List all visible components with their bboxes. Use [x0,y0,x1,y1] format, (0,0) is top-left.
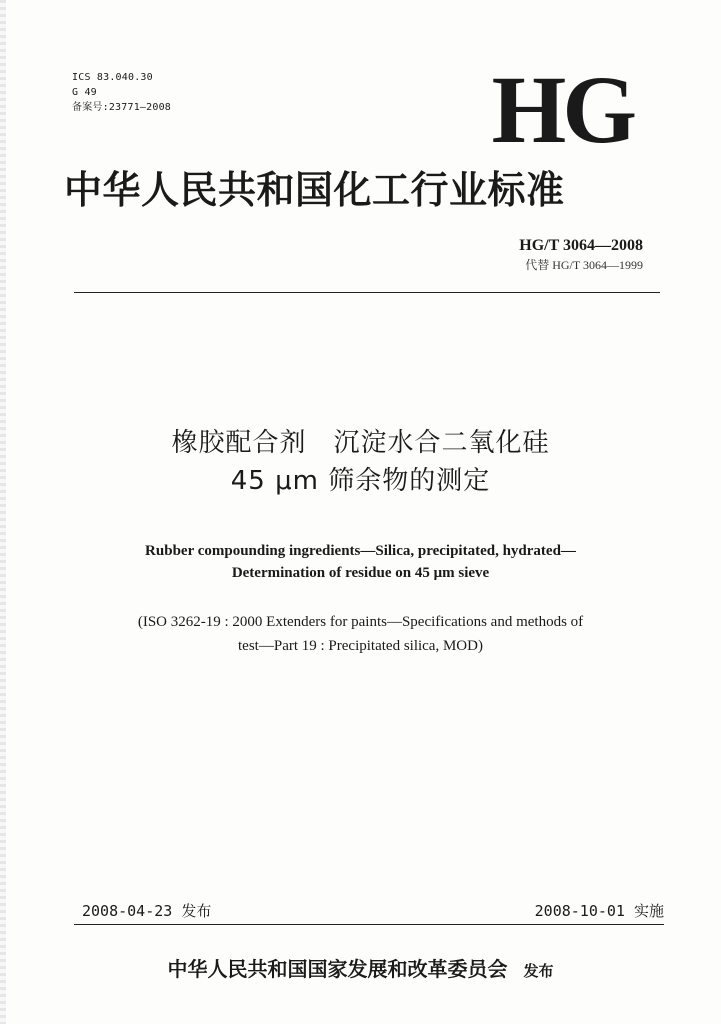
header-divider [74,292,660,293]
english-title-line-1: Rubber compounding ingredients—Silica, precipitated, hydrated— [145,543,576,559]
chinese-title [0,424,721,500]
replaces-standard: 代替 HG/T 3064—1999 [525,258,643,272]
iso-reference-line-2: test—Part 19 : Precipitated silica, MOD) [238,638,483,654]
issue-date: 2008-04-23 发布 [82,902,212,920]
issuer-name: 中华人民共和国国家发展和改革委员会 [167,957,508,981]
english-title [0,540,721,584]
issuer-line [0,954,721,986]
iso-reference-line-1: (ISO 3262-19 : 2000 Extenders for paints—Specifications and methods of [137,614,584,630]
hg-logo: HG [491,56,633,163]
chinese-title-line-2: 45 μm 筛余物的测定 [230,466,491,496]
chinese-title-line-1: 橡胶配合剂 沉淀水合二氧化硅 [171,428,550,458]
standard-number: HG/T 3064—2008 [519,237,643,254]
metadata-block [72,70,171,115]
implementation-date: 2008-10-01 实施 [534,902,664,920]
english-title-line-2: Determination of residue on 45 μm sieve [231,565,490,581]
filing-number: 备案号:23771—2008 [72,102,172,113]
standard-type-title: 中华人民共和国化工行业标准 [64,167,565,212]
footer-divider [74,924,664,925]
scan-edge [0,0,6,1024]
classification-code: G 49 [72,87,97,98]
ics-code: ICS 83.040.30 [72,72,153,83]
standard-number-block [519,236,643,274]
dates-row [74,900,664,924]
issuer-action: 发布 [523,962,554,980]
iso-reference [0,610,721,658]
